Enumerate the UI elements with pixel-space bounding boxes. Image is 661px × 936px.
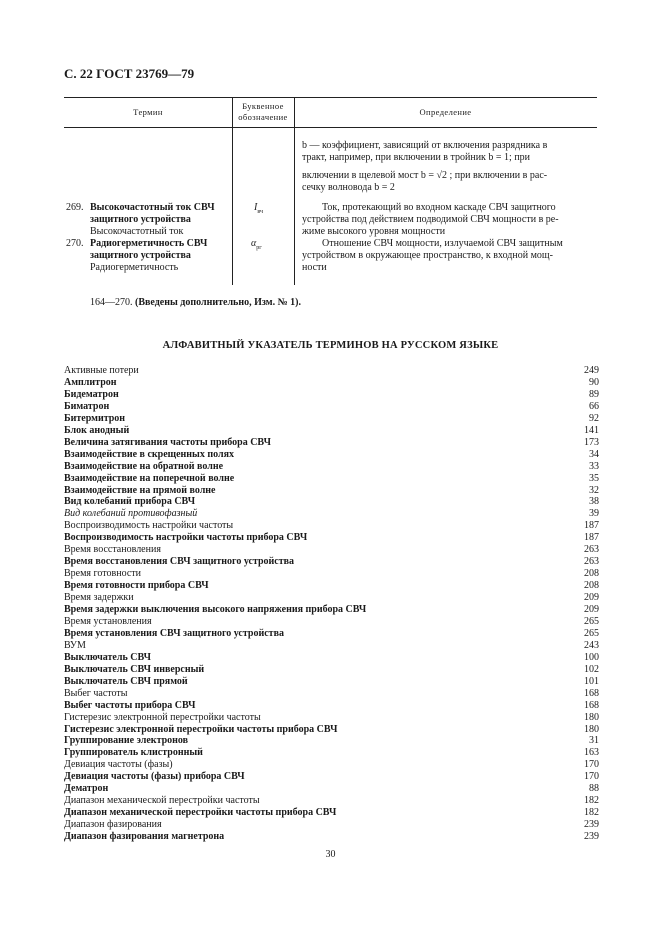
table-top-rule: [64, 97, 597, 98]
index-page-ref: 265: [584, 627, 599, 639]
index-entry: [64, 508, 599, 520]
index-entry: [64, 556, 599, 568]
page-number: 30: [325, 849, 336, 860]
text-line: сечку волновода b = 2: [302, 182, 395, 193]
index-term: Группирователь клистронный: [64, 747, 203, 759]
amendment-note: [90, 297, 301, 308]
index-entry: [64, 628, 599, 640]
index-entry: [64, 700, 599, 712]
term-name: защитного устройства: [90, 214, 191, 225]
index-page-ref: 163: [584, 747, 599, 759]
index-term: Время восстановления: [64, 544, 161, 556]
term-number: 270.: [66, 238, 84, 249]
index-entry: [64, 401, 599, 413]
term-alias: Радиогерметичность: [90, 262, 179, 273]
index-entry: [64, 831, 599, 843]
index-term: Гистерезис электронной перестройки частоты прибора СВЧ: [64, 723, 338, 735]
index-page-ref: 168: [584, 687, 599, 699]
index-page-ref: 209: [584, 604, 599, 615]
index-page-ref: 208: [584, 568, 599, 580]
index-term: Выключатель СВЧ инверсный: [64, 663, 205, 675]
term-name: Радиогерметичность СВЧ: [90, 238, 208, 249]
index-entry: [64, 652, 599, 664]
index-page-ref: 239: [584, 819, 599, 831]
index-term: Взаимодействие на прямой волне: [64, 484, 216, 496]
index-term: ВУМ: [64, 639, 86, 651]
index-term: Взаимодействие в скрещенных полях: [64, 448, 235, 460]
index-page-ref: 263: [584, 556, 599, 568]
index-entry: [64, 759, 599, 771]
index-term: Девиация частоты (фазы): [64, 759, 173, 771]
index-entry: [64, 449, 599, 461]
column-header-term: Термин: [133, 107, 163, 117]
index-page-ref: 31: [589, 735, 599, 747]
index-page-ref: 101: [584, 675, 599, 687]
index-term: Диапазон механической перестройки частоты прибора СВЧ: [64, 807, 337, 819]
text-line: тракт, например, при включении в тройник b = 1; при: [302, 152, 531, 163]
index-page-ref: 89: [589, 388, 599, 400]
index-term: Выключатель СВЧ: [64, 651, 151, 663]
index-term: Время установления: [64, 615, 152, 627]
index-term: Время задержки: [64, 592, 134, 604]
index-entry: [64, 592, 599, 604]
term-alias: Высокочастотный ток: [90, 226, 184, 237]
index-page-ref: 35: [589, 472, 599, 484]
index-entry: [64, 640, 599, 652]
index-page-ref: 170: [584, 771, 599, 783]
index-page-ref: 263: [584, 544, 599, 556]
index-entry: [64, 544, 599, 556]
index-page-ref: 209: [584, 592, 599, 604]
index-page-ref: 180: [584, 711, 599, 723]
index-entry: [64, 377, 599, 389]
index-title: АЛФАВИТНЫЙ УКАЗАТЕЛЬ ТЕРМИНОВ НА РУССКОМ ЯЗЫКЕ: [162, 340, 499, 351]
index-page-ref: 187: [584, 520, 599, 532]
index-page-ref: 208: [584, 580, 599, 592]
index-page-ref: 39: [589, 508, 599, 520]
index-term: Время готовности прибора СВЧ: [64, 580, 209, 592]
index-term: Блок анодный: [64, 424, 130, 436]
note-range: 164—270.: [90, 297, 133, 308]
index-term: Взаимодействие на поперечной волне: [64, 472, 235, 484]
index-term: Время задержки выключения высокого напряжения прибора СВЧ: [64, 604, 367, 615]
index-page-ref: 38: [589, 496, 599, 508]
index-page-ref: 66: [589, 400, 599, 412]
index-entry: [64, 580, 599, 592]
index-page-ref: 32: [589, 484, 599, 496]
text-line: Ток, протекающий во входном каскаде СВЧ защитного: [322, 202, 556, 213]
index-term: Выбег частоты прибора СВЧ: [64, 699, 196, 711]
index-entry: [64, 485, 599, 497]
index-entry: [64, 568, 599, 580]
index-term: Биматрон: [64, 400, 110, 412]
index-entry: [64, 365, 599, 377]
index-term: Вид колебаний прибора СВЧ: [64, 496, 196, 508]
index-term: Выключатель СВЧ прямой: [64, 675, 188, 687]
term-name: защитного устройства: [90, 250, 191, 261]
index-term: Вид колебаний противофазный: [64, 508, 198, 520]
index-term: Диапазон фазирования: [64, 819, 162, 831]
index-page-ref: 33: [589, 460, 599, 472]
text-line: Отношение СВЧ мощности, излучаемой СВЧ защитным: [322, 238, 563, 249]
index-term: Взаимодействие на обратной волне: [64, 460, 224, 472]
index-page-ref: 102: [584, 663, 599, 675]
index-entry: [64, 425, 599, 437]
index-term: Воспроизводимость настройки частоты: [64, 520, 234, 532]
index-entry: [64, 520, 599, 532]
index-entry: [64, 437, 599, 449]
index-term: Гистерезис электронной перестройки частоты: [64, 711, 261, 723]
text-line: устройства под действием подводимой СВЧ мощности в ре-: [302, 214, 559, 225]
index-term: Воспроизводимость настройки частоты прибора СВЧ: [64, 532, 308, 544]
index-term: Группирование электронов: [64, 735, 189, 747]
term-symbol: $I_{вч}$: [254, 202, 263, 215]
index-page-ref: 88: [589, 783, 599, 795]
index-entry: [64, 532, 599, 544]
term-definition: [302, 238, 597, 274]
index-term: Активные потери: [64, 365, 139, 376]
index-entry: [64, 664, 599, 676]
index-term: Битермитрон: [64, 412, 126, 424]
index-entry: [64, 604, 599, 616]
note-text: (Введены дополнительно, Изм. № 1).: [135, 297, 301, 308]
term-symbol: $\alpha_{рг}$: [251, 238, 262, 251]
index-term: Бидематрон: [64, 388, 119, 400]
index-entry: [64, 735, 599, 747]
index-page-ref: 239: [584, 831, 599, 843]
index-page-ref: 34: [589, 448, 599, 460]
text-line: устройством в окружающее пространство, к входной мощ-: [302, 250, 553, 261]
index-term: Время готовности: [64, 568, 141, 580]
index-page-ref: 100: [584, 651, 599, 663]
index-page-ref: 168: [584, 699, 599, 711]
index-term: Диапазон фазирования магнетрона: [64, 831, 225, 843]
index-entry: [64, 496, 599, 508]
index-entry: [64, 413, 599, 425]
term-number: 269.: [66, 202, 84, 213]
index-page-ref: 265: [584, 615, 599, 627]
index-entry: [64, 461, 599, 473]
index-term: Время восстановления СВЧ защитного устройства: [64, 556, 295, 568]
index-page-ref: 141: [584, 424, 599, 436]
index-entry: [64, 795, 599, 807]
text-line: b — коэффициент, зависящий от включения разрядника в: [302, 140, 548, 151]
index-entry: [64, 747, 599, 759]
index-entry: [64, 389, 599, 401]
index-entry: [64, 473, 599, 485]
index-page-ref: 249: [584, 365, 599, 376]
text-line: ности: [302, 262, 327, 273]
index-entry: [64, 676, 599, 688]
index-page-ref: 90: [589, 376, 599, 388]
term-name: Высокочастотный ток СВЧ: [90, 202, 215, 213]
index-entry: [64, 783, 599, 795]
index-entry: [64, 712, 599, 724]
table-header-rule: [64, 127, 597, 128]
index-entry: [64, 771, 599, 783]
index-page-ref: 180: [584, 723, 599, 735]
index-term: Дематрон: [64, 783, 109, 795]
text-line: жиме высокого уровня мощности: [302, 226, 446, 237]
index-entry: [64, 724, 599, 736]
index-page-ref: 170: [584, 759, 599, 771]
index-term: Девиация частоты (фазы) прибора СВЧ: [64, 771, 245, 783]
page-header-title: С. 22 ГОСТ 23769—79: [64, 66, 195, 81]
table-column-divider: [232, 97, 233, 285]
index-page-ref: 182: [584, 795, 599, 807]
index-term: Время установления СВЧ защитного устройства: [64, 627, 284, 639]
index-entry: [64, 616, 599, 628]
index-page-ref: 92: [589, 412, 599, 424]
index-page-ref: 187: [584, 532, 599, 544]
definition-continuation: [302, 140, 597, 194]
term-definition: [302, 202, 597, 238]
index-term: Выбег частоты: [64, 687, 128, 699]
column-header-symbol: Буквенное обозначение: [238, 101, 288, 122]
index-term: Амплитрон: [64, 376, 117, 388]
index-entry: [64, 688, 599, 700]
index-term: Величина затягивания частоты прибора СВЧ: [64, 436, 271, 448]
index-page-ref: 243: [584, 639, 599, 651]
text-line: включении в щелевой мост b = √2 ; при включении в рас-: [302, 170, 548, 181]
column-header-definition: Определение: [419, 107, 472, 117]
index-page-ref: 173: [584, 436, 599, 448]
table-column-divider: [294, 97, 295, 285]
index-entry: [64, 819, 599, 831]
index-term: Диапазон механической перестройки частоты: [64, 795, 260, 807]
index-entry: [64, 807, 599, 819]
index-page-ref: 182: [584, 807, 599, 819]
